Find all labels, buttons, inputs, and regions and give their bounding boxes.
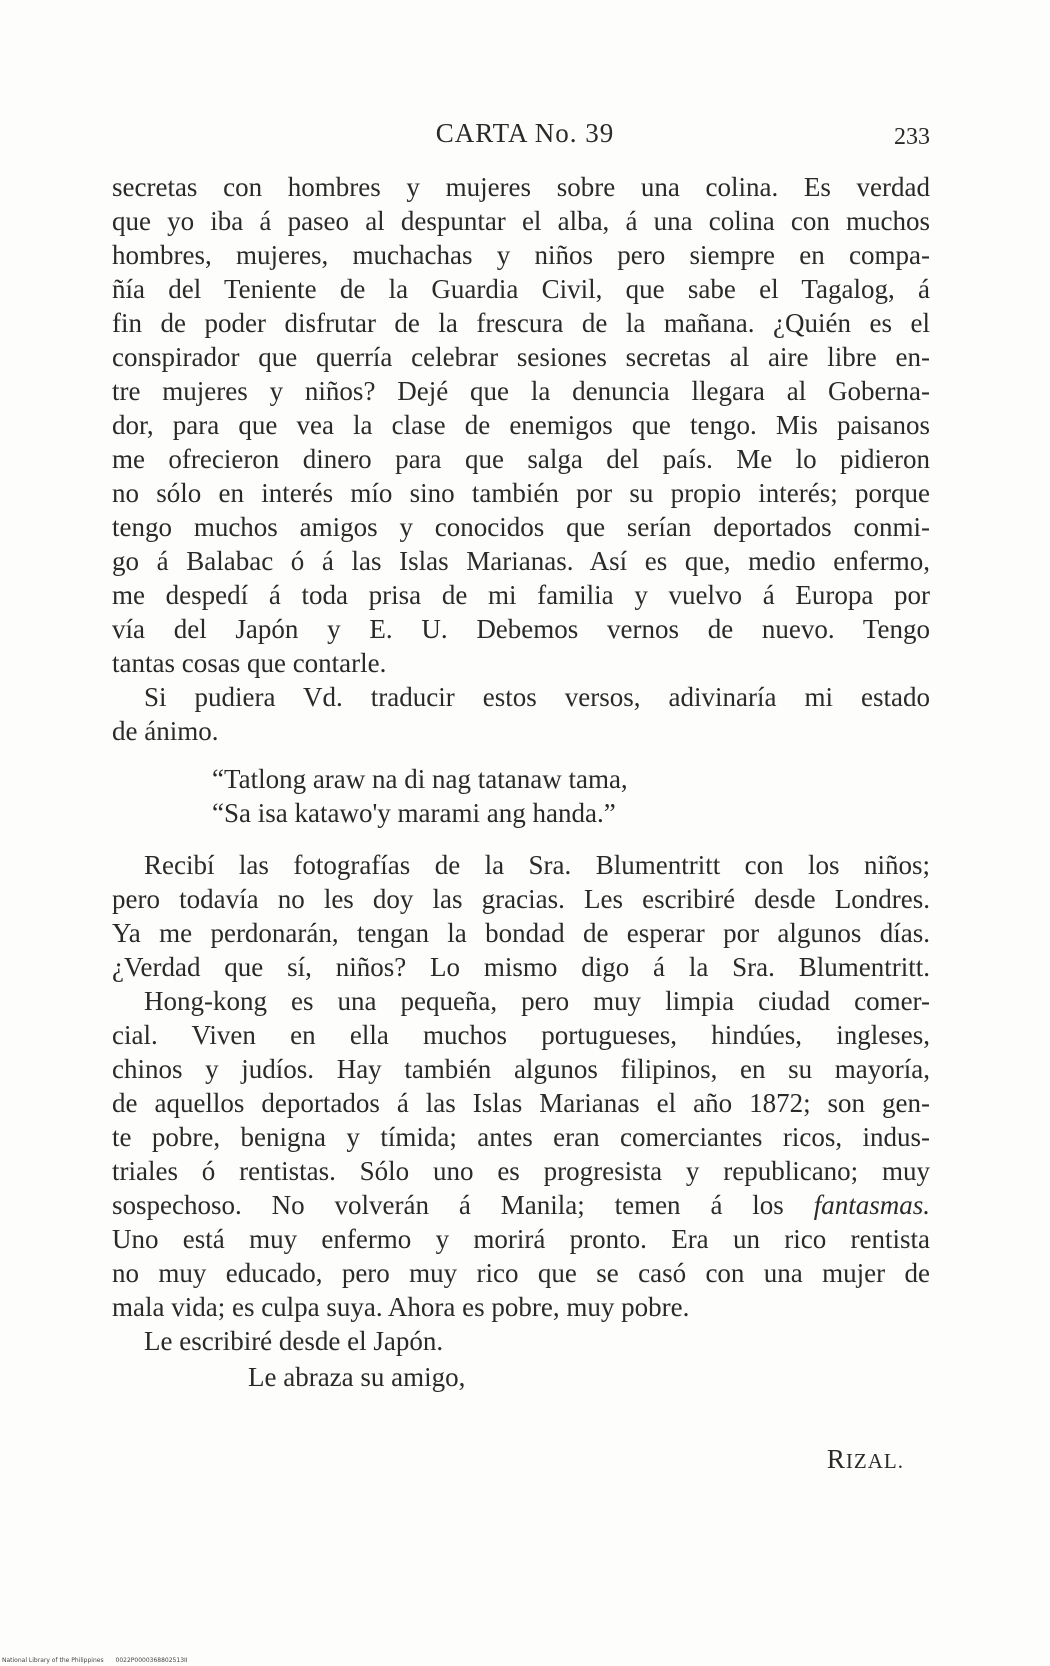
text-line: Hong-kong es una pequeña, pero muy limpia ciudad comer-	[144, 986, 930, 1016]
italic-word: fantasmas.	[813, 1190, 930, 1220]
text-line: tre mujeres y niños? Dejé que la denuncia llegara al Goberna-	[112, 376, 930, 406]
text-line: me despedí á toda prisa de mi familia y vuelvo á Europa por	[112, 580, 930, 610]
text-line: Le escribiré desde el Japón.	[144, 1326, 444, 1356]
text-line: Uno está muy enfermo y morirá pronto. Era un rico rentista	[112, 1224, 930, 1254]
text-line: triales ó rentistas. Sólo uno es progresista y republicano; muy	[112, 1156, 930, 1186]
text-line: que yo iba á paseo al despuntar el alba, á una colina con muchos	[112, 206, 930, 236]
text-line: ¿Verdad que sí, niños? Lo mismo digo á la Sra. Blumentritt.	[112, 952, 930, 982]
text-line: me ofrecieron dinero para que salga del país. Me lo pidieron	[112, 444, 930, 474]
text-line: conspirador que querría celebrar sesiones secretas al aire libre en-	[112, 342, 930, 372]
signature-initial: R	[826, 1444, 846, 1474]
verse-line: “Tatlong araw na di nag tatanaw tama,	[212, 764, 628, 794]
text-line: ñía del Teniente de la Guardia Civil, que sabe el Tagalog, á	[112, 274, 930, 304]
text-line-start: sospechoso. No volverán á Manila; temen á los	[112, 1190, 814, 1220]
text-line: vía del Japón y E. U. Debemos vernos de nuevo. Tengo	[112, 614, 930, 644]
text-line: Ya me perdonarán, tengan la bondad de esperar por algunos días.	[112, 918, 930, 948]
text-line: Si pudiera Vd. traducir estos versos, adivinaría mi estado	[144, 682, 930, 712]
signature	[827, 1444, 904, 1475]
text-line: no muy educado, pero muy rico que se casó con una mujer de	[112, 1258, 930, 1288]
text-line	[112, 1188, 930, 1222]
text-line: no sólo en interés mío sino también por su propio interés; porque	[112, 478, 930, 508]
text-line: pero todavía no les doy las gracias. Les escribiré desde Londres.	[112, 884, 930, 914]
text-line: te pobre, benigna y tímida; antes eran comerciantes ricos, indus-	[112, 1122, 930, 1152]
text-line: hombres, mujeres, muchachas y niños pero siempre en compa-	[112, 240, 930, 270]
text-line: secretas con hombres y mujeres sobre una colina. Es verdad	[112, 172, 930, 202]
closing-line: Le abraza su amigo,	[248, 1362, 466, 1392]
signature-rest: IZAL.	[845, 1449, 904, 1473]
text-line: de ánimo.	[112, 716, 219, 746]
text-line: tengo muchos amigos y conocidos que serían deportados conmi-	[112, 512, 930, 542]
text-line: Recibí las fotografías de la Sra. Blumentritt con los niños;	[144, 850, 930, 880]
text-line: de aquellos deportados á las Islas Marianas el año 1872; son gen-	[112, 1088, 930, 1118]
text-line: fin de poder disfrutar de la frescura de la mañana. ¿Quién es el	[112, 308, 930, 338]
scan-footer	[2, 1657, 198, 1664]
text-line: go á Balabac ó á las Islas Marianas. Así es que, medio enfermo,	[112, 546, 930, 576]
text-line: dor, para que vea la clase de enemigos que tengo. Mis paisanos	[112, 410, 930, 440]
text-line: chinos y judíos. Hay también algunos filipinos, en su mayoría,	[112, 1054, 930, 1084]
text-line: tantas cosas que contarle.	[112, 648, 387, 678]
footer-code: 0022P0000368802513II	[115, 1657, 188, 1664]
page-number: 233	[894, 124, 930, 150]
text-line: mala vida; es culpa suya. Ahora es pobre, muy pobre.	[112, 1292, 690, 1322]
text-line: cial. Viven en ella muchos portugueses, hindúes, ingleses,	[112, 1020, 930, 1050]
footer-library: National Library of the Philippines	[2, 1657, 104, 1664]
letter-title: CARTA No. 39	[435, 118, 615, 148]
verse-line: “Sa isa katawo'y marami ang handa.”	[212, 798, 616, 828]
